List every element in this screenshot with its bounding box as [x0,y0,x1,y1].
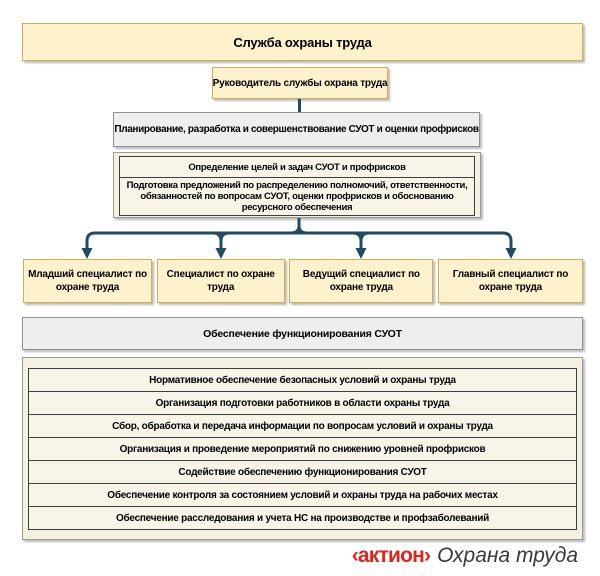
functioning-task-item: Сбор, обработка и передача информации по вопросам условий и охраны труда [28,414,577,438]
planning-task-list [119,156,475,216]
connector-head-to-planning [298,99,301,112]
functioning-task-item: Нормативное обеспечение безопасных условий и охраны труда [28,368,577,392]
specialist-node: Специалист по охране труда [157,259,285,303]
functioning-task-item: Организация подготовки работников в области охраны труда [28,391,577,415]
functioning-tasks-group [22,357,583,540]
functioning-header-node: Обеспечение функционирования СУОТ [22,317,583,350]
head-node: Руководитель службы охрана труда [212,67,388,99]
functioning-task-item: Содействие обеспечению функционирования СУОТ [28,460,577,484]
planning-task-item: Подготовка предложений по распределению полномочий, ответственности, обязанностей по вопросам СУОТ, оценки профрисков и обоснованию ресурсного обеспечения [119,177,475,216]
specialist-node: Ведущий специалист по охране труда [289,259,433,303]
arrowhead-icon [82,248,517,259]
brand-logo [352,544,578,568]
brand-product-text: Охрана труда [437,544,578,567]
functioning-task-item: Организация и проведение мероприятий по снижению уровней профрисков [28,437,577,461]
brand-logo-text: ‹актион› [351,544,431,567]
planning-task-item: Определение целей и задач СУОТ и профрисков [119,156,475,178]
specialist-node: Младший специалист по охране труда [23,259,152,303]
specialist-row [23,259,583,303]
chart-title: Служба охраны труда [22,23,583,61]
planning-tasks-group [113,152,481,218]
branch-connector [0,218,600,260]
functioning-task-list [28,368,577,530]
specialist-node: Главный специалист по охране труда [438,259,583,303]
functioning-task-item: Обеспечение расследования и учета НС на производстве и профзаболеваний [28,506,577,530]
functioning-task-item: Обеспечение контроля за состоянием условий и охраны труда на рабочих местах [28,483,577,507]
planning-header-node: Планирование, разработка и совершенствование СУОТ и оценки профрисков [113,112,480,147]
